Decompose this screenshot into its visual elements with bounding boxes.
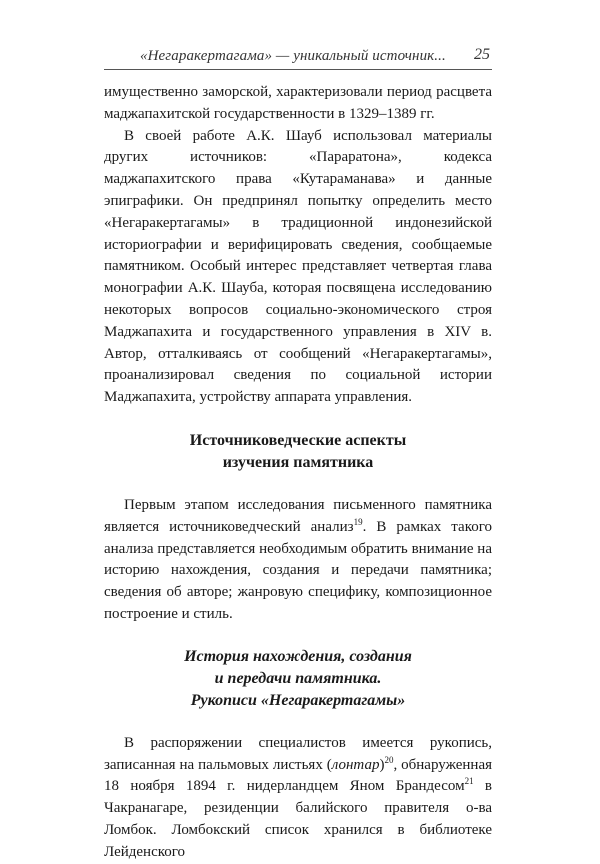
section-heading-source-aspects: [104, 430, 492, 474]
section-heading-line: История нахождения, создания: [184, 647, 412, 665]
paragraph-manuscript-discovery: [104, 733, 492, 864]
paragraph-shaub-work: В своей работе А.К. Шауб использовал материалы других источников: «Параратона», кодекса маджапахитского права «Кутараманава» и данные эпиграфики. Он предпринял попытку определить место «Негаракертагамы» в традиционной индонезийской историографии и верифицировать сведения, сообщаемые памятником. Особый интерес представляет четвертая глава монографии А.К. Шауба, которая посвящена исследованию некоторых вопросов социально-экономического строя Маджапахита и государственного управления в XIV в. Автор, отталкиваясь от сообщений «Негаракертагамы», проанализировал сведения по социальной истории Маджапахита, устройству аппарата управления.: [104, 127, 492, 406]
page-body: [104, 82, 492, 864]
running-title: «Негаракертагама» — уникальный источник...: [140, 48, 446, 64]
text-run: , обнаруженная 18 ноября 1894 г. нидерландцем Яном Брандесом: [104, 756, 493, 795]
footnote-ref-20[interactable]: 20: [384, 754, 394, 765]
footnote-ref-19[interactable]: 19: [353, 516, 363, 527]
text-run: . В рамках такого анализа представляется необходимым обратить внимание на историю нахождения, создания и передачи памятника; сведения об авторе; жанровую специфику, композиционное построение и стиль.: [104, 518, 492, 622]
paragraph-continued: имущественно заморской, характеризовали период расцвета маджапахитской государственности в 1329–1389 гг.: [104, 84, 492, 122]
text-run-italic: лонтар: [331, 756, 380, 773]
footnote-ref-21[interactable]: 21: [464, 776, 474, 787]
text-run: в Чакранагаре, резиденции балийского правителя о-ва Ломбок. Ломбокский список хранился в библиотеке Лейденского: [104, 778, 492, 860]
section-heading-manuscripts: [104, 646, 492, 712]
section-heading-line: Рукописи «Негаракертагамы»: [190, 691, 406, 709]
running-head: [104, 46, 494, 66]
text-run: В распоряжении специалистов имеется рукопись, записанная на пальмовых листьях (: [104, 734, 492, 773]
header-rule: [104, 69, 492, 70]
paragraph-source-analysis: [104, 495, 492, 626]
section-heading-line: изучения памятника: [222, 453, 374, 471]
text-run: Первым этапом исследования письменного памятника является источниковедческий анализ: [104, 496, 492, 535]
section-heading-line: и передачи памятника.: [214, 669, 382, 687]
section-heading-line: Источниковедческие аспекты: [189, 431, 407, 449]
page-number: 25: [474, 46, 490, 63]
text-run: ): [379, 756, 385, 773]
